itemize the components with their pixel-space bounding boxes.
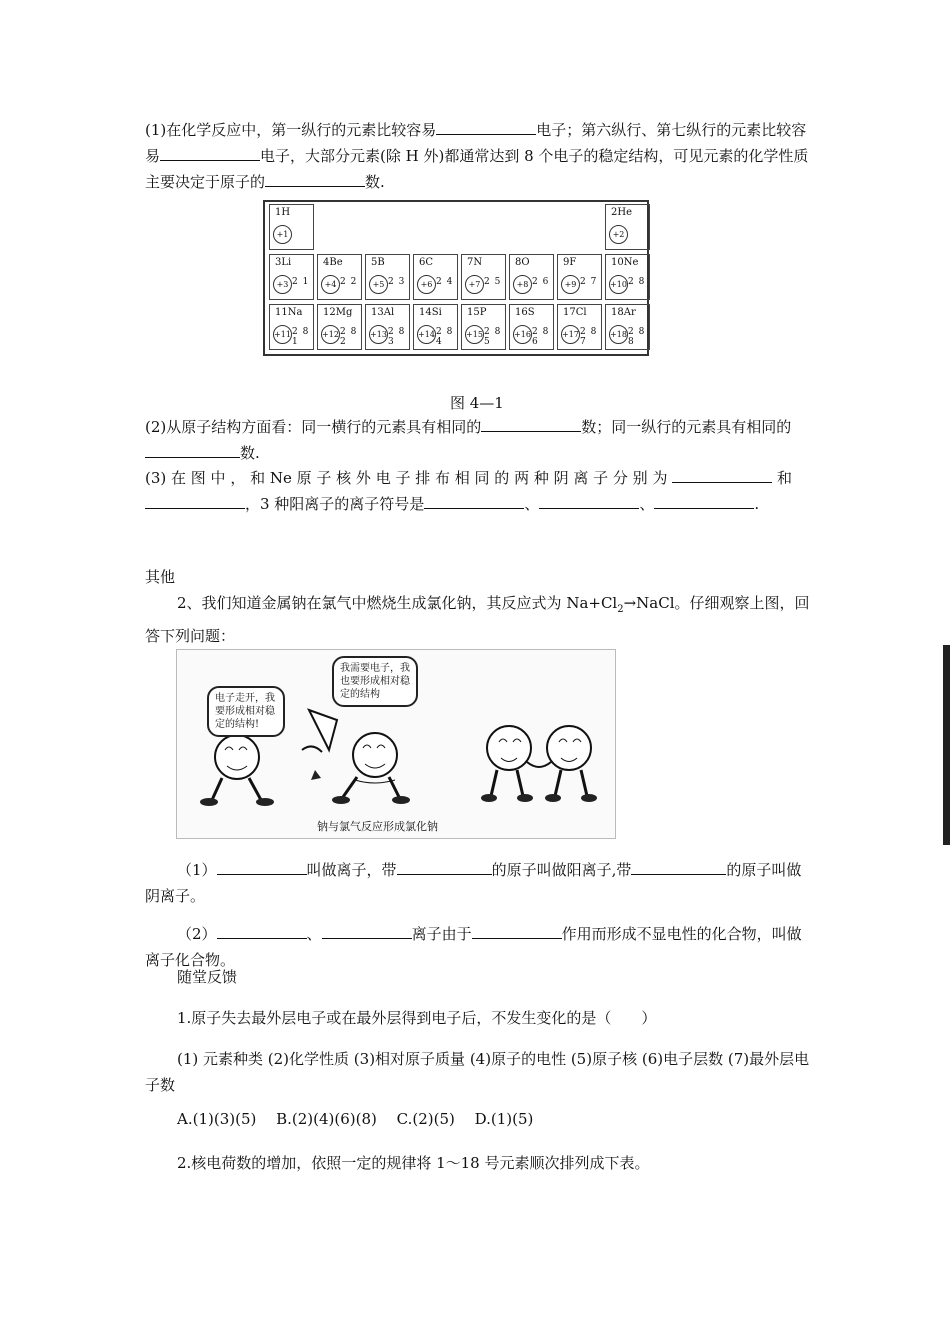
electron-shells: 2 3 xyxy=(388,277,406,287)
fill1-text-c: 的原子叫做阳离子,带 xyxy=(491,861,632,879)
electron-shells: 2 8 7 xyxy=(580,327,598,347)
answer-blank[interactable] xyxy=(217,922,307,939)
fill1-text-b: 叫做离子，带 xyxy=(306,861,397,879)
answer-blank[interactable] xyxy=(145,441,240,458)
mc1-stem: 1.原子失去最外层电子或在最外层得到电子后，不发生变化的是（ ） xyxy=(177,1009,657,1027)
element-symbol: 6C xyxy=(419,257,434,268)
fill2-text-c: 离子由于 xyxy=(411,925,472,943)
electron-shells: 2 1 xyxy=(292,277,310,287)
element-cell xyxy=(269,304,314,350)
element-symbol: 11Na xyxy=(275,307,303,318)
page-edge-bar xyxy=(943,645,950,845)
element-cell xyxy=(557,304,602,350)
q2-text-c: 数. xyxy=(240,444,260,462)
subscript: 2 xyxy=(617,604,624,615)
element-cell xyxy=(365,304,410,350)
electron-shells: 2 8 5 xyxy=(484,327,502,347)
separator: 、 xyxy=(639,495,655,513)
nucleus-charge: +15 xyxy=(465,325,484,344)
q1-text-a: (1)在化学反应中，第一纵行的元素比较容易 xyxy=(145,121,437,139)
answer-blank[interactable] xyxy=(539,492,639,509)
question-3-paragraph xyxy=(145,465,813,517)
electron-shells: 2 2 xyxy=(340,277,358,287)
q1-text-b: 电子；第六纵行、第七纵行的元素比较容易 xyxy=(145,121,807,165)
element-cell xyxy=(605,254,650,300)
element-cell xyxy=(317,304,362,350)
nucleus-charge: +1 xyxy=(273,225,292,244)
nucleus-charge: +3 xyxy=(273,275,292,294)
q1-text-c: 电子，大部分元素(除 H 外)都通常达到 8 个电子的稳定结构，可见元素的化学性质主要决定于原子的 xyxy=(145,147,809,191)
nucleus-charge: +10 xyxy=(609,275,628,294)
element-symbol: 12Mg xyxy=(323,307,353,318)
fill2-text-b: 、 xyxy=(306,925,322,943)
q3-text-b: 和 xyxy=(777,469,793,487)
answer-blank[interactable] xyxy=(672,466,772,483)
section-feedback: 随堂反馈 xyxy=(177,968,238,986)
nucleus-charge: +5 xyxy=(369,275,388,294)
electron-shells: 2 6 xyxy=(532,277,550,287)
element-cell xyxy=(269,204,314,250)
mc1-options: A.(1)(3)(5) B.(2)(4)(6)(8) C.(2)(5) D.(1)(5) xyxy=(177,1110,534,1128)
element-symbol: 9F xyxy=(563,257,577,268)
question-na-paragraph xyxy=(145,590,813,649)
element-symbol: 2He xyxy=(611,207,633,218)
element-cell xyxy=(461,304,506,350)
element-symbol: 17Cl xyxy=(563,307,587,318)
q3-text-a: (3) 在 图 中 ， 和 Ne 原 子 核 外 电 子 排 布 相 同 的 两 种 阴 离 子 分 别 为 xyxy=(145,469,668,487)
element-cell xyxy=(317,254,362,300)
fill2-text-d: 作用而形成不显电性的化合物，叫做离子化合物。 xyxy=(145,925,802,969)
qna-text-b: →NaCl。仔细观察上图，回答下列问题： xyxy=(145,594,810,645)
period: . xyxy=(754,495,760,513)
answer-blank[interactable] xyxy=(424,492,524,509)
answer-blank[interactable] xyxy=(322,922,412,939)
figure-caption: 图 4—1 xyxy=(450,394,504,412)
element-symbol: 1H xyxy=(275,207,291,218)
answer-blank[interactable] xyxy=(481,415,581,432)
element-cell xyxy=(557,254,602,300)
electron-shells: 2 8 xyxy=(628,277,646,287)
element-cell xyxy=(509,304,554,350)
fill1-num: （1） xyxy=(177,861,217,879)
answer-blank[interactable] xyxy=(160,144,260,161)
q2-text-b: 数；同一纵行的元素具有相同的 xyxy=(581,418,792,436)
speech-bubble-sodium: 电子走开，我要形成相对稳定的结构! xyxy=(207,686,285,737)
nucleus-charge: +13 xyxy=(369,325,388,344)
nucleus-charge: +16 xyxy=(513,325,532,344)
nucleus-charge: +4 xyxy=(321,275,340,294)
element-symbol: 5B xyxy=(371,257,385,268)
speech-bubble-chlorine: 我需要电子，我也要形成相对稳定的结构 xyxy=(332,656,418,707)
element-cell xyxy=(605,304,650,350)
element-symbol: 8O xyxy=(515,257,530,268)
qna-text-a: 2、我们知道金属钠在氯气中燃烧生成氯化钠，其反应式为 Na+Cl xyxy=(177,594,618,612)
element-cell xyxy=(413,304,458,350)
q2-text-a: (2)从原子结构方面看：同一横行的元素具有相同的 xyxy=(145,418,482,436)
question-1-paragraph xyxy=(145,117,813,195)
element-cell xyxy=(269,254,314,300)
question-2-paragraph xyxy=(145,414,813,466)
nucleus-charge: +7 xyxy=(465,275,484,294)
answer-blank[interactable] xyxy=(145,492,245,509)
electron-shells: 2 8 2 xyxy=(340,327,358,347)
electron-shells: 2 5 xyxy=(484,277,502,287)
cartoon-caption: 钠与氯气反应形成氯化钠 xyxy=(317,820,438,833)
electron-shells: 2 8 6 xyxy=(532,327,550,347)
answer-blank[interactable] xyxy=(472,922,562,939)
nucleus-charge: +9 xyxy=(561,275,580,294)
element-cell xyxy=(461,254,506,300)
answer-blank[interactable] xyxy=(217,858,307,875)
nucleus-charge: +6 xyxy=(417,275,436,294)
periodic-table-figure xyxy=(263,200,649,356)
answer-blank[interactable] xyxy=(631,858,726,875)
sodium-chlorine-cartoon xyxy=(176,649,616,839)
electron-shells: 2 8 4 xyxy=(436,327,454,347)
answer-blank[interactable] xyxy=(654,492,754,509)
section-other: 其他 xyxy=(145,568,176,586)
fill1-text-d: 的原子叫做阴离子。 xyxy=(145,861,802,905)
answer-blank[interactable] xyxy=(397,858,492,875)
element-symbol: 15P xyxy=(467,307,487,318)
nucleus-charge: +2 xyxy=(609,225,628,244)
element-symbol: 18Ar xyxy=(611,307,636,318)
element-symbol: 13Al xyxy=(371,307,395,318)
fill2-num: （2） xyxy=(177,925,217,943)
electron-shells: 2 8 3 xyxy=(388,327,406,347)
element-cell xyxy=(509,254,554,300)
electron-shells: 2 8 1 xyxy=(292,327,310,347)
nucleus-charge: +12 xyxy=(321,325,340,344)
nucleus-charge: +18 xyxy=(609,325,628,344)
element-cell xyxy=(413,254,458,300)
electron-shells: 2 7 xyxy=(580,277,598,287)
element-symbol: 4Be xyxy=(323,257,343,268)
electron-shells: 2 8 8 xyxy=(628,327,646,347)
separator: 、 xyxy=(524,495,540,513)
element-symbol: 10Ne xyxy=(611,257,639,268)
element-symbol: 16S xyxy=(515,307,535,318)
element-symbol: 3Li xyxy=(275,257,292,268)
electron-shells: 2 4 xyxy=(436,277,454,287)
fill-question-1 xyxy=(145,857,813,909)
element-cell xyxy=(365,254,410,300)
mc1-items: (1) 元素种类 (2)化学性质 (3)相对原子质量 (4)原子的电性 (5)原子核 (6)电子层数 (7)最外层电子数 xyxy=(145,1050,810,1094)
nucleus-charge: +17 xyxy=(561,325,580,344)
answer-blank[interactable] xyxy=(265,170,365,187)
element-cell xyxy=(605,204,650,250)
element-symbol: 14Si xyxy=(419,307,442,318)
nucleus-charge: +8 xyxy=(513,275,532,294)
table-question: 2.核电荷数的增加，依照一定的规律将 1～18 号元素顺次排列成下表。 xyxy=(177,1154,650,1172)
nucleus-charge: +14 xyxy=(417,325,436,344)
element-symbol: 7N xyxy=(467,257,483,268)
q3-text-c: ，3 种阳离子的离子符号是 xyxy=(245,495,425,513)
nucleus-charge: +11 xyxy=(273,325,292,344)
q1-text-d: 数. xyxy=(365,173,385,191)
answer-blank[interactable] xyxy=(436,118,536,135)
